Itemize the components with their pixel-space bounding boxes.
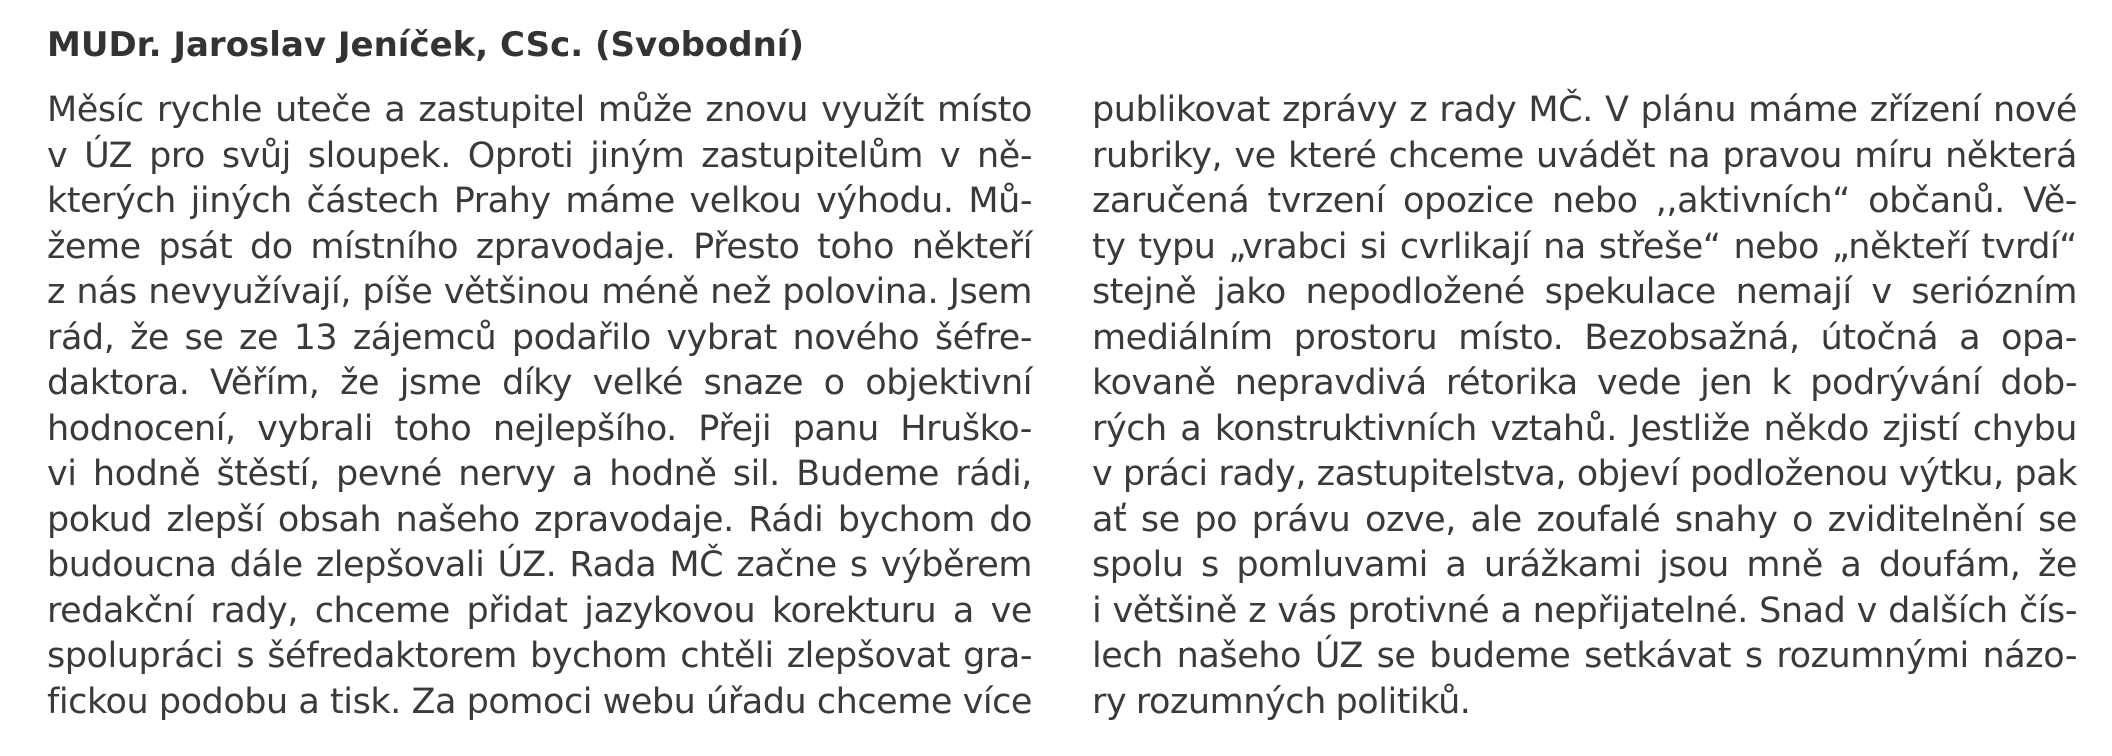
text-line: mediálním prostoru místo. Bezobsažná, útočná a opa- bbox=[1092, 317, 2077, 358]
text-line: kovaně nepravdivá rétorika vede jen k podrývání dob- bbox=[1092, 363, 2077, 403]
text-line: z nás nevyužívají, píše většinou méně než polovina. Jsem bbox=[47, 272, 1032, 312]
text-line: vi hodně štěstí, pevné nervy a hodně sil. Budeme rádi, bbox=[47, 454, 1032, 494]
text-line: zaručená tvrzení opozice nebo ,,aktivních“ občanů. Vě- bbox=[1092, 181, 2077, 221]
text-line: pokud zlepší obsah našeho zpravodaje. Rádi bychom do bbox=[47, 499, 1032, 540]
text-line: publikovat zprávy z rady MČ. V plánu máme zřízení nové bbox=[1092, 90, 2077, 130]
left-column bbox=[47, 88, 1032, 725]
text-line: ať se po právu ozve, ale zoufalé snahy o zviditelnění se bbox=[1092, 499, 2077, 540]
text-line: i většině z vás protivné a nepřijatelné. Snad v dalších čís- bbox=[1092, 590, 2077, 631]
text-line: fickou podobu a tisk. Za pomoci webu úřadu chceme více bbox=[47, 681, 1032, 722]
text-line: lech našeho ÚZ se budeme setkávat s rozumnými názo- bbox=[1092, 636, 2077, 676]
text-line: v práci rady, zastupitelstva, objeví podloženou výtku, pak bbox=[1092, 454, 2077, 494]
right-column bbox=[1092, 88, 2077, 725]
text-line: spolu s pomluvami a urážkami jsou mně a doufám, že bbox=[1092, 545, 2077, 585]
text-line: ry rozumných politiků. bbox=[1092, 681, 1471, 722]
text-line: v ÚZ pro svůj sloupek. Oproti jiným zastupitelům v ně- bbox=[47, 135, 1032, 176]
text-line: ty typu „vrabci si cvrlikají na střeše“ nebo „někteří tvrdí“ bbox=[1092, 226, 2077, 267]
text-line: hodnocení, vybrali toho nejlepšího. Přeji panu Hruško- bbox=[47, 408, 1032, 449]
text-line: žeme psát do místního zpravodaje. Přesto toho někteří bbox=[47, 226, 1032, 267]
text-line: Měsíc rychle uteče a zastupitel může znovu využít místo bbox=[47, 90, 1032, 130]
text-line: rých a konstruktivních vztahů. Jestliže někdo zjistí chybu bbox=[1092, 408, 2077, 449]
text-line: kterých jiných částech Prahy máme velkou výhodu. Mů- bbox=[47, 181, 1032, 221]
author-heading: MUDr. Jaroslav Jeníček, CSc. (Svobodní) bbox=[47, 25, 804, 65]
text-line: budoucna dále zlepšovali ÚZ. Rada MČ začne s výběrem bbox=[47, 545, 1032, 585]
text-line: daktora. Věřím, že jsme díky velké snaze o objektivní bbox=[47, 363, 1032, 403]
text-line: stejně jako nepodložené spekulace nemají v seriózním bbox=[1092, 272, 2077, 312]
text-line: spolupráci s šéfredaktorem bychom chtěli zlepšovat gra- bbox=[47, 636, 1032, 676]
text-line: rád, že se ze 13 zájemců podařilo vybrat nového šéfre- bbox=[47, 317, 1032, 358]
text-line: rubriky, ve které chceme uvádět na pravou míru některá bbox=[1092, 135, 2077, 176]
text-line: redakční rady, chceme přidat jazykovou korekturu a ve bbox=[47, 590, 1032, 631]
